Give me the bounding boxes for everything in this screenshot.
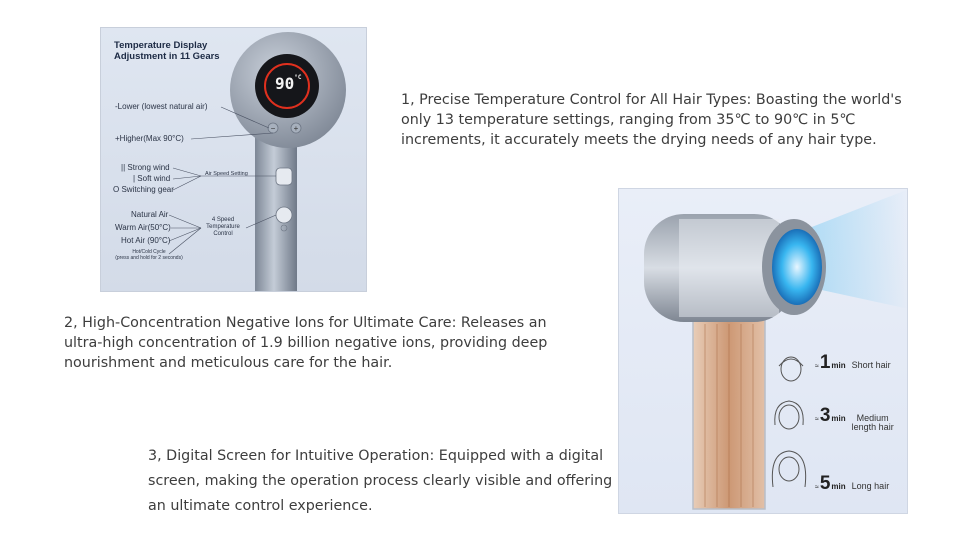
label-air-speed-setting: Air Speed Setting bbox=[205, 171, 248, 177]
dryer-product-image bbox=[618, 188, 908, 514]
hair-label bbox=[852, 414, 894, 432]
temperature-button[interactable] bbox=[276, 207, 292, 223]
time-number: 5 bbox=[819, 473, 831, 494]
approx-symbol: ≈ bbox=[815, 416, 819, 423]
label-four-speed-control bbox=[201, 217, 245, 238]
screen-unit: °C bbox=[294, 74, 302, 81]
ion-glow bbox=[772, 229, 822, 305]
hair-icons bbox=[772, 357, 805, 487]
hair-label-line2: length hair bbox=[851, 422, 894, 432]
screen-value: 90 bbox=[275, 74, 295, 93]
hair-label: Short hair bbox=[851, 360, 891, 370]
time-unit: min bbox=[831, 482, 846, 491]
label-strong-wind: || Strong wind bbox=[121, 163, 170, 172]
label-hot-cold-cycle bbox=[109, 249, 189, 261]
label-lower: -Lower (lowest natural air) bbox=[115, 102, 208, 111]
approx-symbol: ≈ bbox=[815, 363, 819, 370]
svg-text:−: − bbox=[270, 124, 276, 133]
time-row-long bbox=[815, 473, 889, 495]
hair-label-line1: Medium bbox=[856, 413, 889, 423]
time-unit: min bbox=[831, 361, 846, 370]
label-warm-air: Warm Air(50°C) bbox=[115, 223, 171, 232]
approx-symbol: ≈ bbox=[815, 484, 819, 491]
hot-cold-cycle-text: Hot/Cold Cycle bbox=[132, 249, 166, 255]
label-higher: +Higher(Max 90°C) bbox=[115, 134, 184, 143]
time-number: 3 bbox=[819, 405, 831, 426]
four-speed-line2: Temperature bbox=[206, 224, 240, 230]
label-switching-gear: O Switching gear bbox=[113, 185, 174, 194]
four-speed-line3: Control bbox=[213, 231, 233, 237]
label-soft-wind: | Soft wind bbox=[133, 174, 171, 183]
feature-paragraph-2: 2, High-Concentration Negative Ions for Ultimate Care: Releases an ultra-high concentration of 1.9 billion negative ions, providing deep nourishment and meticulous care for the hair. bbox=[64, 315, 548, 371]
time-row-medium bbox=[815, 405, 894, 432]
air-speed-switch[interactable] bbox=[276, 168, 292, 185]
feature-paragraph-1: 1, Precise Temperature Control for All Hair Types: Boasting the world's only 13 temperature settings, ranging from 35℃ to 90℃ in 5℃ increments, it accurately meets the drying needs of any hair type. bbox=[401, 92, 902, 148]
label-hot-air: Hot Air (90°C) bbox=[121, 236, 171, 245]
time-number: 1 bbox=[819, 352, 831, 373]
control-panel-diagram bbox=[100, 27, 367, 292]
label-natural-air: Natural Air bbox=[131, 210, 169, 219]
hair-label: Long hair bbox=[851, 481, 890, 491]
press-hold-text: (press and hold for 2 seconds) bbox=[115, 255, 183, 261]
screen-temperature bbox=[275, 74, 302, 93]
four-speed-line1: 4 Speed bbox=[211, 217, 235, 223]
svg-text:+: + bbox=[293, 124, 299, 133]
diagram-title: Temperature Display Adjustment in 11 Gears bbox=[114, 40, 220, 62]
time-unit: min bbox=[831, 414, 846, 423]
feature-paragraph-3: 3, Digital Screen for Intuitive Operation: Equipped with a digital screen, making the operation process clearly visible and offering an ultimate control experience. bbox=[148, 448, 613, 514]
time-row-short bbox=[815, 352, 891, 374]
